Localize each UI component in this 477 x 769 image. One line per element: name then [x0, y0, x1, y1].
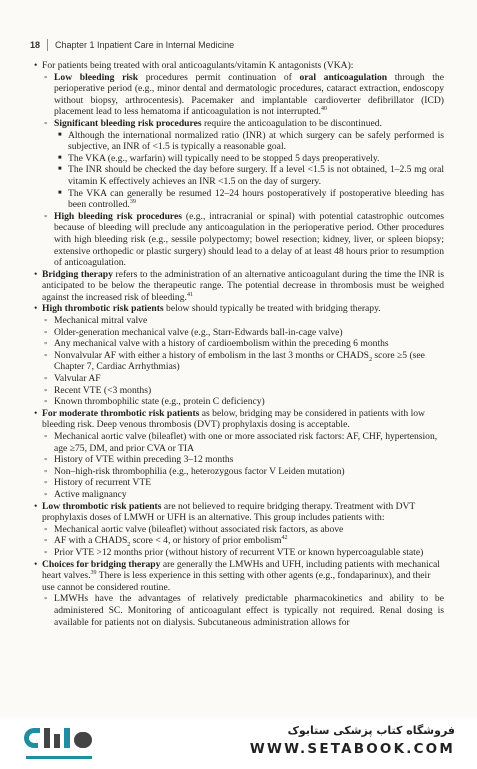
list-item: • For moderate thrombotic risk patients as below, bridging may be considered in patients with low bleeding risk. Deep venous thrombosis (DVT) prophylaxis dosing is acceptable. ◦ Mechanical aortic valve (bileaflet) with one or more associated risk factors: AF, CHF, hypertension, age ≥75, DM, and prior CVA or TIA ◦ History of VTE within preceding 3–12 months ◦ Non–high-risk thrombophilia (e.g., heterozygous factor V Leiden mutation) ◦ History of recurrent VTE ◦ Active malignancy [34, 408, 444, 501]
list-item: ◦ Older-generation mechanical valve (e.g., Starr-Edwards ball-in-cage valve) [44, 327, 444, 339]
list-item: ■ Although the international normalized ratio (INR) at which surgery can be safely performed is subjective, an INR of <1.5 is typically a reasonable goal. [58, 130, 444, 153]
list-item: ◦ Non–high-risk thrombophilia (e.g., heterozygous factor V Leiden mutation) [44, 466, 444, 478]
main-content [34, 60, 444, 628]
list-item: ◦ Known thrombophilic state (e.g., protein C deficiency) [44, 396, 444, 408]
list-item: ◦ Active malignancy [44, 489, 444, 501]
page-number: 18 [30, 40, 41, 50]
list-item: • Low thrombotic risk patients are not believed to require bridging therapy. Treatment with DVT prophylaxis doses of LMWH or UFH is an alternative. This group includes patients with: ◦ Mechanical aortic valve (bileaflet) without associated risk factors, as above ◦ AF with a $CHADS_2$ score < 4, or history of prior embolism$^{42}$ ◦ Prior VTE >12 months prior (without history of recurrent VTE or known hypercoagulable state) [34, 501, 444, 559]
list-item: • For patients being treated with oral anticoagulants/vitamin K antagonists (VKA): ◦ Low bleeding risk procedures permit continuation of oral anticoagulation through the perioperative period (e.g., minor dental and dermatologic procedures, cataract extraction, endoscopy without biopsy, arthrocentesis). Pacemaker and implantable cardioverter defibrillator (ICD) placement lead to less hematoma if anticoagulation is not interrupted.$^{40}$ ◦ Significant bleeding risk procedures require the anticoagulation to be discontinued. ■ Although the international normalized ratio (INR) at which surgery can be safely performed is subjective, an INR of <1.5 is typically a reasonable goal. ■ The VKA (e.g., warfarin) will typically need to be stopped 5 days preoperatively. ■ The INR should be checked the day before surgery. If a level <1.5 is not obtained, 1–2.5 mg oral vitamin K effectively achieves an INR <1.5 on the day of surgery. ■ The VKA can generally be resumed 12–24 hours postoperatively if postoperative bleeding has been controlled.$^{39}$ ◦ High bleeding risk procedures (e.g., intracranial or spinal) with potential catastrophic outcomes because of bleeding will preclude any anticoagulation in the perioperative period. Other procedures with high bleeding risk (e.g., sessile polypectomy; bowel resection; kidney, liver, or spleen biopsy; extensive orthopedic or plastic surgery) should lead to a delay of at least 48 hours prior to resumption of anticoagulation. [34, 60, 444, 269]
list-item: ◦ Any mechanical valve with a history of cardioembolism within the preceding 6 months [44, 338, 444, 350]
setabook-logo-icon[interactable] [20, 722, 98, 766]
list-item: ◦ Valvular AF [44, 373, 444, 385]
list-item: ◦ Nonvalvular AF with either a history of embolism in the last 3 months or $CHADS_2$ score ≥5 (see Chapter 7, Cardiac Arrhythmias) [44, 350, 444, 373]
list-item: ◦ History of recurrent VTE [44, 477, 444, 489]
chapter-title: Chapter 1 Inpatient Care in Internal Medicine [55, 40, 235, 50]
list-item: • High thrombotic risk patients below should typically be treated with bridging therapy. ◦ Mechanical mitral valve ◦ Older-generation mechanical valve (e.g., Starr-Edwards ball-in-cage valve) ◦ Any mechanical valve with a history of cardioembolism within the preceding 6 months ◦ Nonvalvular AF with either a history of embolism in the last 3 months or $CHADS_2$ score ≥5 (see Chapter 7, Cardiac Arrhythmias) ◦ Valvular AF ◦ Recent VTE (<3 months) ◦ Known thrombophilic state (e.g., protein C deficiency) [34, 303, 444, 407]
page-header [30, 38, 457, 52]
list-item: ◦ Mechanical mitral valve [44, 315, 444, 327]
footer-text [250, 724, 455, 757]
list-item: ◦ High bleeding risk procedures (e.g., intracranial or spinal) with potential catastrophic outcomes because of bleeding will preclude any anticoagulation in the perioperative period. Other procedures with high bleeding risk (e.g., sessile polypectomy; bowel resection; kidney, liver, or spleen biopsy; extensive orthopedic or plastic surgery) should lead to a delay of at least 48 hours prior to resumption of anticoagulation. [44, 211, 444, 269]
store-url[interactable]: WWW.SETABOOK.COM [249, 741, 455, 757]
list-item: ■ The VKA (e.g., warfarin) will typically need to be stopped 5 days preoperatively. [58, 153, 444, 165]
list-item: ◦ LMWHs have the advantages of relatively predictable pharmacokinetics and ability to be administered SC. Monitoring of anticoagulant effect is typically not required. Renal dosing is available for patients not on dialysis. Subcutaneous administration allows for [44, 593, 444, 628]
list-item: ◦ Prior VTE >12 months prior (without history of recurrent VTE or known hypercoagulable state) [44, 547, 444, 559]
header-divider [47, 39, 48, 51]
list-item: • Bridging therapy refers to the administration of an alternative anticoagulant during the time the INR is anticipated to be below the therapeutic range. The potential decrease in thrombosis must be weighed against the increased risk of bleeding.$^{41}$ [34, 269, 444, 304]
list-item: ◦ AF with a $CHADS_2$ score < 4, or history of prior embolism$^{42}$ [44, 535, 444, 547]
list-item: ◦ Mechanical aortic valve (bileaflet) with one or more associated risk factors: AF, CHF, hypertension, age ≥75, DM, and prior CVA or TIA [44, 431, 444, 454]
publisher-footer [0, 718, 477, 769]
list-item: ■ The INR should be checked the day before surgery. If a level <1.5 is not obtained, 1–2.5 mg oral vitamin K effectively achieves an INR <1.5 on the day of surgery. [58, 164, 444, 187]
list-item: ◦ Low bleeding risk procedures permit continuation of oral anticoagulation through the perioperative period (e.g., minor dental and dermatologic procedures, cataract extraction, endoscopy without biopsy, arthrocentesis). Pacemaker and implantable cardioverter defibrillator (ICD) placement lead to less hematoma if anticoagulation is not interrupted.$^{40}$ [44, 72, 444, 118]
store-title: فروشگاه کتاب پزشکی ستابوک [287, 724, 455, 737]
list-item: ◦ History of VTE within preceding 3–12 months [44, 454, 444, 466]
list-item: ■ The VKA can generally be resumed 12–24 hours postoperatively if postoperative bleeding has been controlled.$^{39}$ [58, 188, 444, 211]
list-item: ◦ Significant bleeding risk procedures require the anticoagulation to be discontinued. ■ Although the international normalized ratio (INR) at which surgery can be safely performed is subjective, an INR of <1.5 is typically a reasonable goal. ■ The VKA (e.g., warfarin) will typically need to be stopped 5 days preoperatively. ■ The INR should be checked the day before surgery. If a level <1.5 is not obtained, 1–2.5 mg oral vitamin K effectively achieves an INR <1.5 on the day of surgery. ■ The VKA can generally be resumed 12–24 hours postoperatively if postoperative bleeding has been controlled.$^{39}$ [44, 118, 444, 211]
list-item: ◦ Recent VTE (<3 months) [44, 385, 444, 397]
list-item: ◦ Mechanical aortic valve (bileaflet) without associated risk factors, as above [44, 524, 444, 536]
list-item: • Choices for bridging therapy are generally the LMWHs and UFH, including patients with mechanical heart valves.$^{39}$ There is less experience in this setting with other agents (e.g., fondaparinux), and their use cannot be considered routine. ◦ LMWHs have the advantages of relatively predictable pharmacokinetics and ability to be administered SC. Monitoring of anticoagulant effect is typically not required. Renal dosing is available for patients not on dialysis. Subcutaneous administration allows for [34, 559, 444, 629]
